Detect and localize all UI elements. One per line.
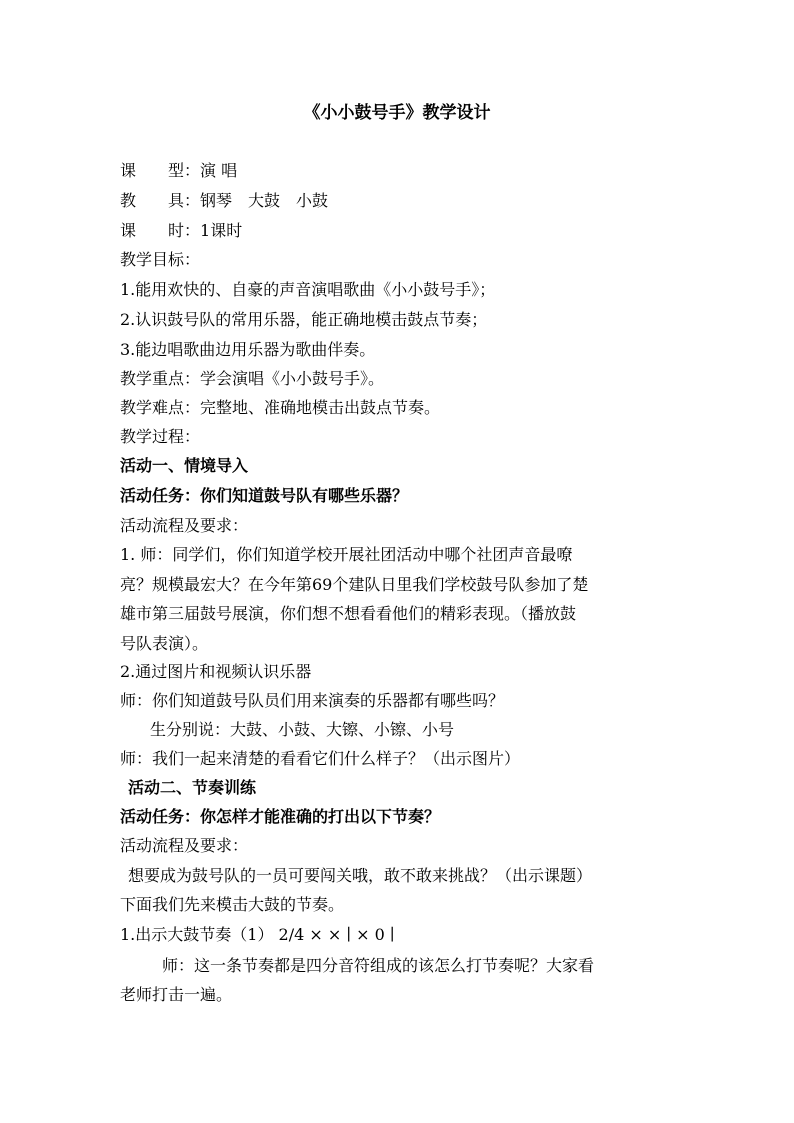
student-answer: 生分别说：大鼓、小鼓、大镲、小镲、小号: [150, 720, 455, 739]
key-point: 教学重点：学会演唱《小小鼓号手》。: [120, 369, 385, 388]
teacher-question: 师：你们知道鼓号队员们用来演奏的乐器都有哪些吗？: [120, 691, 505, 710]
activity1-flow: 活动流程及要求：: [120, 516, 249, 535]
paragraph-line: 雄市第三届鼓号展演，你们想不想看看他们的精彩表现。（播放鼓: [120, 604, 577, 623]
goal-item: 2.认识鼓号队的常用乐器，能正确地模击鼓点节奏；: [120, 310, 488, 329]
difficulty: 教学难点：完整地、准确地模击出鼓点节奏。: [120, 398, 441, 417]
document-title: 《小小鼓号手》教学设计: [303, 103, 491, 123]
paragraph-line: 号队表演）。: [120, 634, 209, 653]
activity2-task: 活动任务：你怎样才能准确的打出以下节奏？: [120, 807, 441, 826]
field-value: 演 唱: [200, 161, 238, 180]
paragraph-line: 师：这一条节奏都是四分音符组成的该怎么打节奏呢？大家看: [162, 956, 595, 975]
paragraph-line: 下面我们先来模击大鼓的节奏。: [120, 895, 345, 914]
goals-heading: 教学目标：: [120, 250, 201, 269]
field-teaching-aids: [120, 190, 328, 212]
field-lesson-time: [120, 220, 242, 242]
paragraph-line: 老师打击一遍。: [120, 985, 233, 1004]
activity1-step2: 2.通过图片和视频认识乐器: [120, 662, 312, 681]
paragraph-line: 1. 师：同学们，你们知道学校开展社团活动中哪个社团声音最嘹: [120, 545, 573, 564]
goal-item: 3.能边唱歌曲边用乐器为歌曲伴奏。: [120, 340, 376, 359]
paragraph-line: 想要成为鼓号队的一员可要闯关哦，敢不敢来挑战？（出示课题）: [128, 866, 593, 885]
activity1-task: 活动任务：你们知道鼓号队有哪些乐器？: [120, 486, 409, 505]
teacher-line: 师：我们一起来清楚的看看它们什么样子？（出示图片）: [120, 749, 521, 768]
field-label: 教 具：: [120, 191, 201, 210]
activity1-title: 活动一、情境导入: [120, 456, 249, 475]
activity2-title: 活动二、节奏训练: [128, 778, 257, 797]
paragraph-line: 亮？规模最宏大？在今年第69个建队日里我们学校鼓号队参加了楚: [120, 575, 589, 594]
activity2-flow: 活动流程及要求：: [120, 836, 249, 855]
field-label: 课 时：: [120, 221, 201, 240]
field-value: 钢琴 大鼓 小鼓: [200, 191, 329, 210]
rhythm-line: 1.出示大鼓节奏（1） 2/4 × × ∣ × 0 ∣: [120, 925, 395, 944]
process-heading: 教学过程：: [120, 427, 201, 446]
field-lesson-type: [120, 160, 237, 182]
field-value: 1课时: [200, 221, 243, 240]
goal-item: 1.能用欢快的、自豪的声音演唱歌曲《小小鼓号手》；: [120, 280, 496, 299]
field-label: 课 型：: [120, 161, 201, 180]
